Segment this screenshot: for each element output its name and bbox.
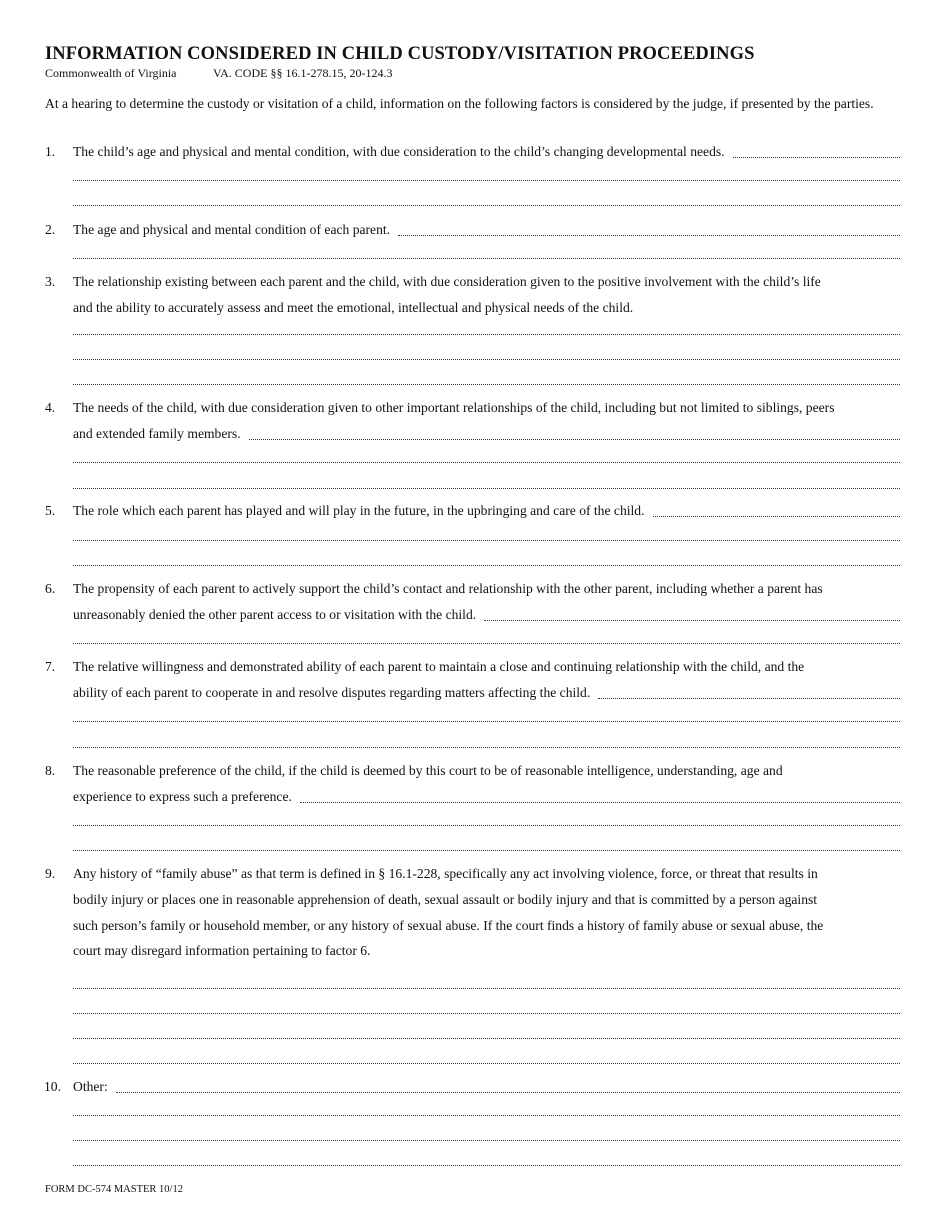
answer-line[interactable] [484,602,900,621]
factor-9-text-line-2: bodily injury or places one in reasonable apprehension of death, sexual assault or bodily injury and that is committed by a person against [73,892,818,907]
answer-line[interactable] [73,462,900,463]
answer-line[interactable] [73,643,900,644]
factor-4-text-line-2: and extended family members. [73,426,241,441]
factor-8-text-line-1: The reasonable preference of the child, if the child is deemed by this court to be of reasonable intelligence, understanding, age and [73,763,783,778]
factor-4-text-line-1: The needs of the child, with due consideration given to other important relationships of the child, including but not limited to siblings, peers [73,400,835,415]
answer-line[interactable] [73,565,900,566]
factor-5-entry[interactable] [73,498,900,524]
answer-line[interactable] [73,1165,900,1166]
factor-7-entry[interactable] [73,680,900,706]
factor-1-text: The child’s age and physical and mental condition, with due consideration to the child’s changing developmental needs. [73,144,725,159]
factor-10-number: 10. [44,1079,61,1094]
answer-line[interactable] [73,205,900,206]
answer-line[interactable] [116,1074,900,1093]
factor-2-number: 2. [45,222,56,237]
factor-1-number: 1. [45,144,56,159]
factor-6-text-line-1: The propensity of each parent to actively support the child’s contact and relationship with the other parent, including whether a parent has [73,581,823,596]
answer-line[interactable] [300,784,900,803]
factor-10-text: Other: [73,1079,108,1094]
answer-line[interactable] [73,1063,900,1064]
factor-3-text-line-1: The relationship existing between each parent and the child, with due consideration given to the positive involvement with the child’s life [73,274,821,289]
answer-line[interactable] [653,498,901,517]
factor-9-text-line-1: Any history of “family abuse” as that term is defined in § 16.1-228, specifically any act involving violence, force, or threat that results in [73,866,818,881]
answer-line[interactable] [73,747,900,748]
factor-5-number: 5. [45,503,56,518]
intro-paragraph: At a hearing to determine the custody or visitation of a child, information on the following factors is considered by the judge, if presented by the parties. [45,96,874,111]
factor-7-text-line-2: ability of each parent to cooperate in and resolve disputes regarding matters affecting the child. [73,685,591,700]
factor-8-text-line-2: experience to express such a preference. [73,789,292,804]
jurisdiction-label: Commonwealth of Virginia [45,66,177,80]
factor-10-entry[interactable] [73,1074,900,1100]
factor-3-number: 3. [45,274,56,289]
answer-line[interactable] [73,1115,900,1116]
answer-line[interactable] [249,421,900,440]
factor-9-text-line-4: court may disregard information pertaining to factor 6. [73,943,371,958]
answer-line[interactable] [73,334,900,335]
factor-4-entry[interactable] [73,421,900,447]
answer-line[interactable] [73,180,900,181]
form-title: INFORMATION CONSIDERED IN CHILD CUSTODY/VISITATION PROCEEDINGS [45,44,755,64]
answer-line[interactable] [598,680,900,699]
factor-9-number: 9. [45,866,56,881]
answer-line[interactable] [733,139,900,158]
answer-line[interactable] [73,488,900,489]
factor-8-entry[interactable] [73,784,900,810]
answer-line[interactable] [73,540,900,541]
answer-line[interactable] [73,1013,900,1014]
factor-9-text-line-3: such person’s family or household member, or any history of sexual abuse. If the court finds a history of family abuse or sexual abuse, the [73,918,824,933]
answer-line[interactable] [73,258,900,259]
answer-line[interactable] [73,850,900,851]
factor-7-text-line-1: The relative willingness and demonstrated ability of each parent to maintain a close and continuing relationship with the child, and the [73,659,805,674]
factor-3-text-line-2: and the ability to accurately assess and meet the emotional, intellectual and physical needs of the child. [73,300,634,315]
factor-7-number: 7. [45,659,56,674]
answer-line[interactable] [73,1140,900,1141]
answer-line[interactable] [73,384,900,385]
answer-line[interactable] [73,359,900,360]
answer-line[interactable] [73,1038,900,1039]
factor-6-text-line-2: unreasonably denied the other parent access to or visitation with the child. [73,607,477,622]
factor-5-text: The role which each parent has played and will play in the future, in the upbringing and care of the child. [73,503,645,518]
answer-line[interactable] [73,721,900,722]
factor-4-number: 4. [45,400,56,415]
answer-line[interactable] [73,825,900,826]
factor-2-text: The age and physical and mental condition of each parent. [73,222,391,237]
form-number-footer: FORM DC-574 MASTER 10/12 [45,1184,183,1195]
factor-6-entry[interactable] [73,602,900,628]
factor-1-entry[interactable] [73,139,900,165]
code-reference: VA. CODE §§ 16.1-278.15, 20-124.3 [213,66,393,80]
factor-2-entry[interactable] [73,217,900,243]
factor-8-number: 8. [45,763,56,778]
factor-6-number: 6. [45,581,56,596]
answer-line[interactable] [73,988,900,989]
answer-line[interactable] [398,217,900,236]
